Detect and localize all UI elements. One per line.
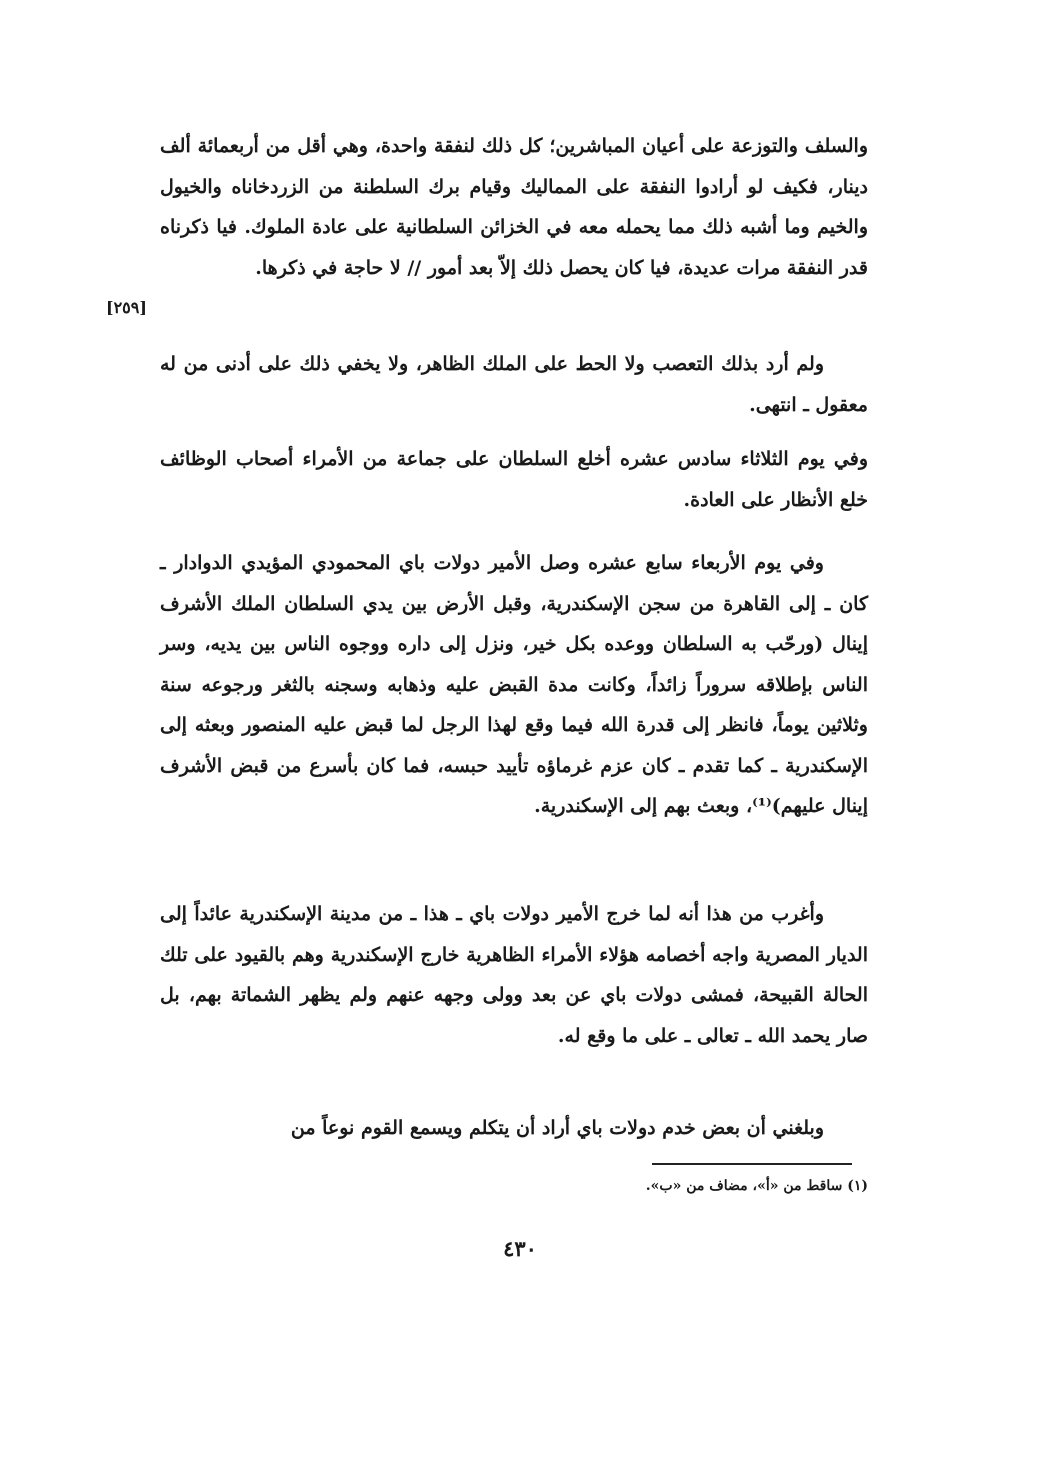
paragraph-6 [160, 1108, 868, 1149]
footnote-divider [652, 1163, 852, 1165]
page-number: ٤٣٠ [503, 1236, 537, 1261]
footnote: (١) ساقط من «أ»، مضاف من «ب». [645, 1178, 868, 1194]
paragraph-text: وأغرب من هذا أنه لما خرج الأمير دولات باي ـ هذا ـ من مدينة الإسكندرية عائداً إلى الديار المصرية واجه أخصامه هؤلاء الأمراء الظاهرية خارج الإسكندرية وهم بالقيود على تلك الحالة القبيحة، فمشى دولات باي عن بعد وولى وجهه عنهم ولم يظهر الشماتة بهم، بل صار يحمد الله ـ تعالى ـ على ما وقع له. [160, 903, 868, 1047]
paragraph-text: ولم أرد بذلك التعصب ولا الحط على الملك الظاهر، ولا يخفي ذلك على أدنى من له معقول ـ انتهى. [160, 353, 868, 416]
paragraph-4 [160, 543, 868, 827]
paragraph-2 [160, 344, 868, 425]
paragraph-3 [160, 439, 868, 520]
margin-folio-reference: [٢٥٩] [106, 298, 147, 317]
paragraph-1 [160, 126, 868, 288]
paragraph-text: والسلف والتوزعة على أعيان المباشرين؛ كل ذلك لنفقة واحدة، وهي أقل من أربعمائة ألف دينار، فكيف لو أرادوا النفقة على المماليك وقيام برك السلطنة من الزردخاناه والخيول والخيم وما أشبه ذلك مما يحمله معه في الخزائن السلطانية على عادة الملوك. فيا ذكرناه قدر النفقة مرات عديدة، فيا كان يحصل ذلك إلاّ بعد أمور // لا حاجة في ذكرها. [160, 135, 868, 279]
paragraph-text: وفي يوم الأربعاء سابع عشره وصل الأمير دولات باي المحمودي المؤيدي الدوادار ـ كان ـ إلى القاهرة من سجن الإسكندرية، وقبل الأرض بين يدي السلطان الملك الأشرف إينال (ورحّب به السلطان ووعده بكل خير، ونزل إلى داره ووجوه الناس بين يديه، وسر الناس بإطلاقه سروراً زائداً، وكانت مدة القبض عليه وذهابه وسجنه بالثغر ورجوعه سنة وثلاثين يوماً، فانظر إلى قدرة الله فيما وقع لهذا الرجل لما قبض عليه المنصور وبعثه إلى الإسكندرية ـ كما تقدم ـ كان عزم غرماؤه تأييد حبسه، فما كان بأسرع من قبض الأشرف إينال عليهم)⁽¹⁾، وبعث بهم إلى الإسكندرية. [160, 552, 868, 817]
paragraph-text: وفي يوم الثلاثاء سادس عشره أخلع السلطان على جماعة من الأمراء أصحاب الوظائف خلع الأنظار على العادة. [160, 448, 868, 511]
paragraph-5 [160, 894, 868, 1056]
paragraph-text: وبلغني أن بعض خدم دولات باي أراد أن يتكلم ويسمع القوم نوعاً من [290, 1117, 824, 1139]
